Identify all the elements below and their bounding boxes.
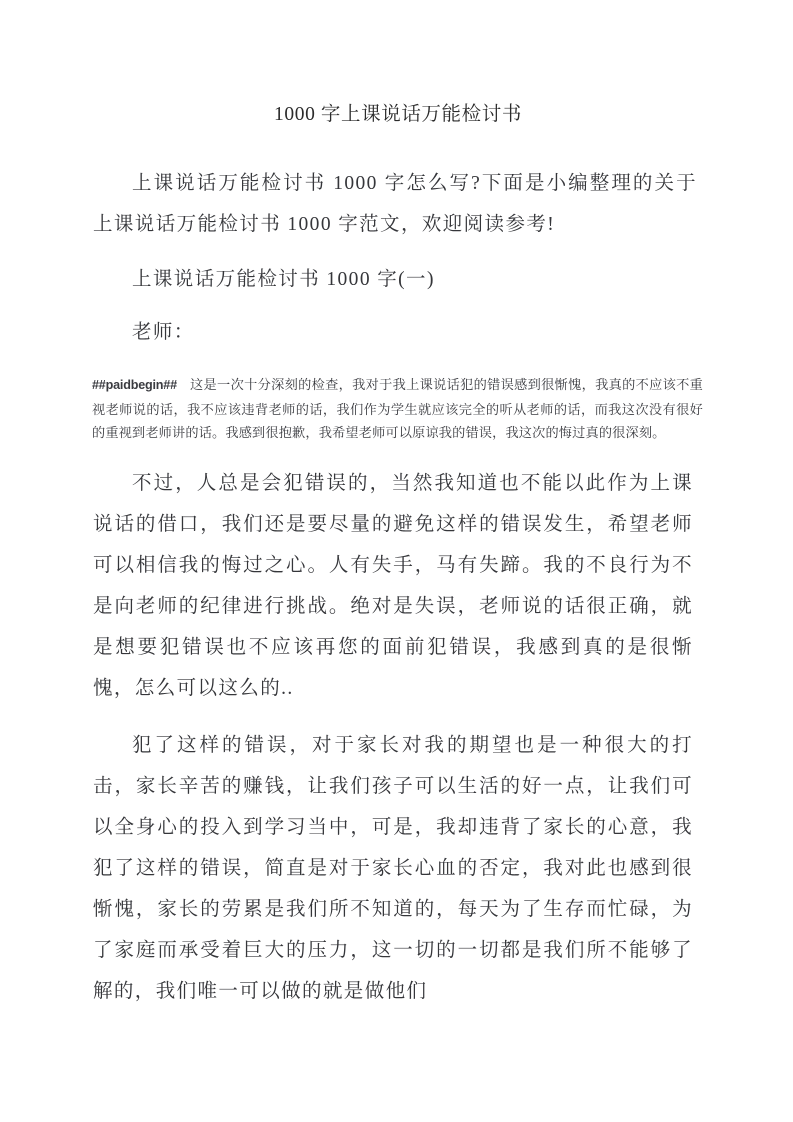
paid-begin-marker: ##paidbegin## xyxy=(92,378,177,392)
page-title: 1000 字上课说话万能检讨书 xyxy=(274,104,522,125)
paragraph-body-2: 犯了这样的错误，对于家长对我的期望也是一种很大的打击，家长辛苦的赚钱，让我们孩子可以生活的好一点，让我们可以全身心的投入到学习当中，可是，我却违背了家长的心意，我犯了这样的错误，简直是对于家长心血的否定，我对此也感到很惭愧，家长的劳累是我们所不知道的，每天为了生存而忙碌，为了家庭而承受着巨大的压力，这一切的一切都是我们所不能够了解的，我们唯一可以做的就是做他们 xyxy=(93,734,693,1002)
paid-content-block xyxy=(92,373,703,445)
document-content xyxy=(93,0,703,1012)
paid-block-text: 这是一次十分深刻的检查，我对于我上课说话犯的错误感到很惭愧，我真的不应该不重视老师说的话，我不应该违背老师的话，我们作为学生就应该完全的听从老师的话，而我这次没有很好的重视到老师讲的话。我感到很抱歉，我希望老师可以原谅我的错误，我这次的悔过真的很深刻。 xyxy=(92,377,703,440)
paragraph-intro: 上课说话万能检讨书 1000 字怎么写?下面是小编整理的关于上课说话万能检讨书 1000 字范文，欢迎阅读参考! xyxy=(93,173,697,235)
section-subtitle: 上课说话万能检讨书 1000 字(一) xyxy=(132,269,435,290)
paragraph-body-1: 不过，人总是会犯错误的，当然我知道也不能以此作为上课说话的借口，我们还是要尽量的避免这样的错误发生，希望老师可以相信我的悔过之心。人有失手，马有失蹄。我的不良行为不是向老师的纪律进行挑战。绝对是失误，老师说的话很正确，就是想要犯错误也不应该再您的面前犯错误，我感到真的是很惭愧，怎么可以这么的.. xyxy=(93,472,693,699)
salutation: 老师： xyxy=(132,322,195,343)
